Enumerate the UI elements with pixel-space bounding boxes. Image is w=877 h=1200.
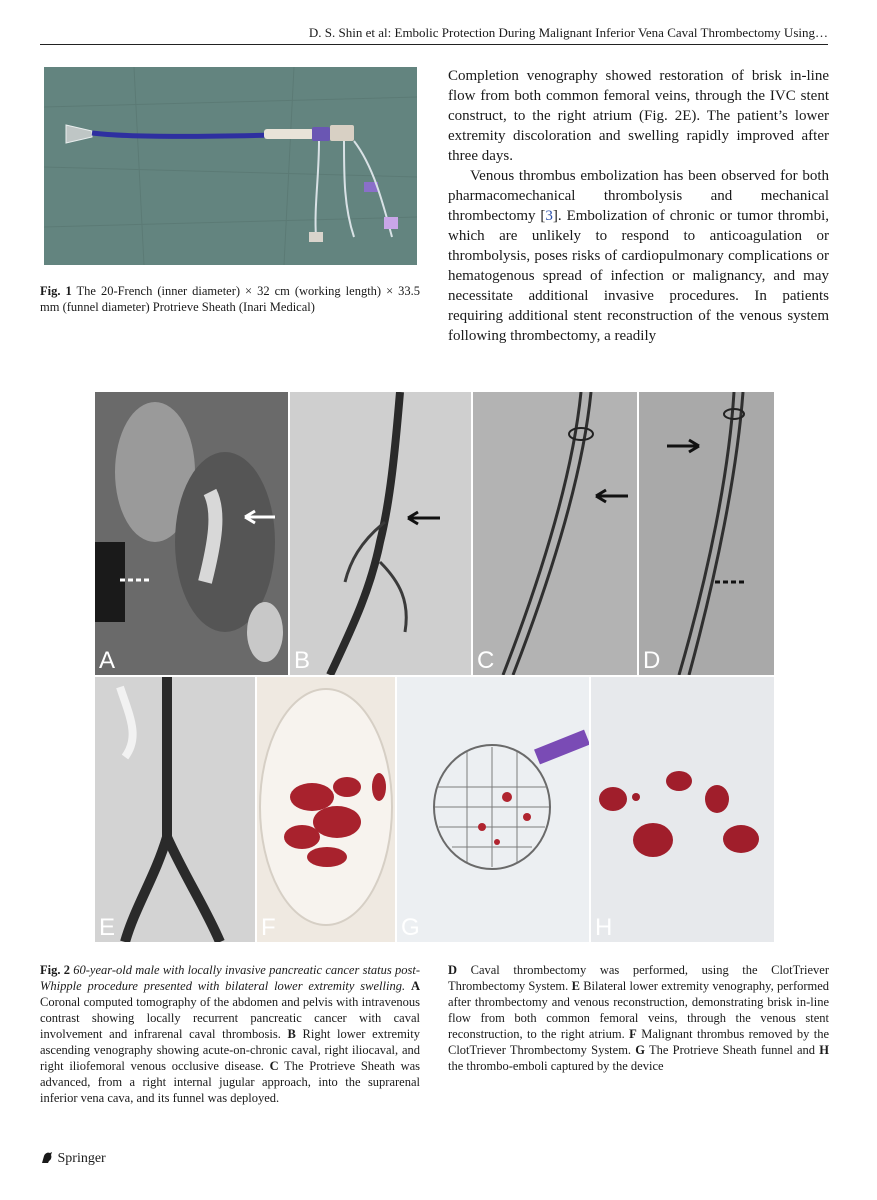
panel-label-c: C [477,647,495,674]
figure2-panel-c [473,392,637,675]
caption-key-g: G [635,1043,645,1057]
captured-emboli-image [591,677,774,942]
figure1-label: Fig. 1 [40,284,72,298]
fluoroscopy-image-d [639,392,774,675]
panel-label-h: H [595,914,613,941]
figure2-label: Fig. 2 [40,963,70,977]
caption-text-a: Coronal computed tomography of the abdomen and pelvis with intravenous contrast showing locally recurrent pancreatic cancer with caval involvement and infrarenal caval thrombosis. [40,995,420,1041]
figure2-panel-g [397,677,589,942]
body-paragraph-2 [448,166,829,346]
panel-label-f: F [261,914,276,941]
publisher-footer [40,1150,106,1167]
panel-label-g: G [401,914,420,941]
caption-text-b: Right lower extremity ascending venography showing acute-on-chronic caval, right iliocaval, and right iliofemoral venous occlusive disease. [40,1027,421,1073]
caption-key-d: D [448,963,458,977]
caption-text-e: Bilateral lower extremity venography, performed after thrombectomy and venous reconstruction, demonstrating brisk in-line flow from both common femoral veins, through the venous stent reconstruction, to the right atrium. [448,979,830,1041]
figure2-panel-e [95,677,255,942]
figure2-panel-d [639,392,774,675]
caption-key-e: E [571,979,580,993]
fluoroscopy-image-c [473,392,637,675]
running-title: D. S. Shin et al: Embolic Protection During Malignant Inferior Vena Caval Thrombectomy Using… [308,25,828,40]
thrombus-specimen-image [257,677,395,942]
caption-text-c: The Protrieve Sheath was advanced, from a right internal jugular approach, into the suprarenal inferior vena cava, and its funnel was deployed. [40,1059,421,1105]
ct-coronal-image [95,392,288,675]
caption-key-c: C [269,1059,279,1073]
body-text-column [448,66,829,346]
panel-label-d: D [643,647,661,674]
caption-text-h: the thrombo-emboli captured by the device [448,1059,664,1073]
panel-label-e: E [99,914,116,941]
publisher-name: Springer [57,1151,106,1166]
caption-text-f: Malignant thrombus removed by the ClotTriever Thrombectomy System. [448,1027,830,1057]
springer-horse-icon [40,1150,54,1164]
caption-key-f: F [629,1027,637,1041]
body-paragraph-1: Completion venography showed restoration of brisk in-line flow from both common femoral veins, through the IVC stent construct, to the right atrium (Fig. 2E). The patient’s lower extremity discoloration and swelling rapidly improved after three days. [448,68,829,164]
panel-label-b: B [294,647,311,674]
protrieve-sheath-illustration [44,67,417,265]
caption-key-b: B [287,1027,296,1041]
figure2-caption-left [40,962,420,1106]
body-paragraph-2-start: Venous thrombus embolization has been observed for both pharmacomechanical thrombolysis and mechanical thrombectomy [ [448,168,829,224]
venography-image-b [290,392,471,675]
caption-text-d: Caval thrombectomy was performed, using the ClotTriever Thrombectomy System. [448,963,829,993]
figure2-caption-right [448,962,829,1074]
panel-label-a: A [99,647,116,674]
figure1-image [44,67,417,265]
figure2-panel-a [95,392,288,675]
caption-key-h: H [819,1043,829,1057]
sheath-funnel-image [397,677,589,942]
figure2-caption-intro: 60-year-old male with locally invasive pancreatic cancer status post-Whipple procedure presented with bilateral lower extremity swelling. [40,963,421,993]
caption-text-g: The Protrieve Sheath funnel and [648,1043,816,1057]
running-header [40,24,828,45]
figure2-panel-b [290,392,471,675]
figure1-caption-text: The 20-French (inner diameter) × 32 cm (working length) × 33.5 mm (funnel diameter) Protrieve Sheath (Inari Medical) [40,284,420,314]
figure2-panel-f [257,677,395,942]
venography-image-e [95,677,255,942]
figure2-panel-h [591,677,774,942]
body-paragraph-2-end: ]. Embolization of chronic or tumor thrombi, which are unlikely to respond to anticoagulation or thrombolysis, poses risks of cardiopulmonary complications or hematogenous spread of infection or malignancy, and may necessitate additional invasive procedures. In patients requiring additional stent reconstruction of the venous system following thrombectomy, a readily [448,208,830,344]
citation-link[interactable]: 3 [545,208,553,224]
figure1-caption [40,283,420,315]
caption-key-a: A [410,979,420,993]
